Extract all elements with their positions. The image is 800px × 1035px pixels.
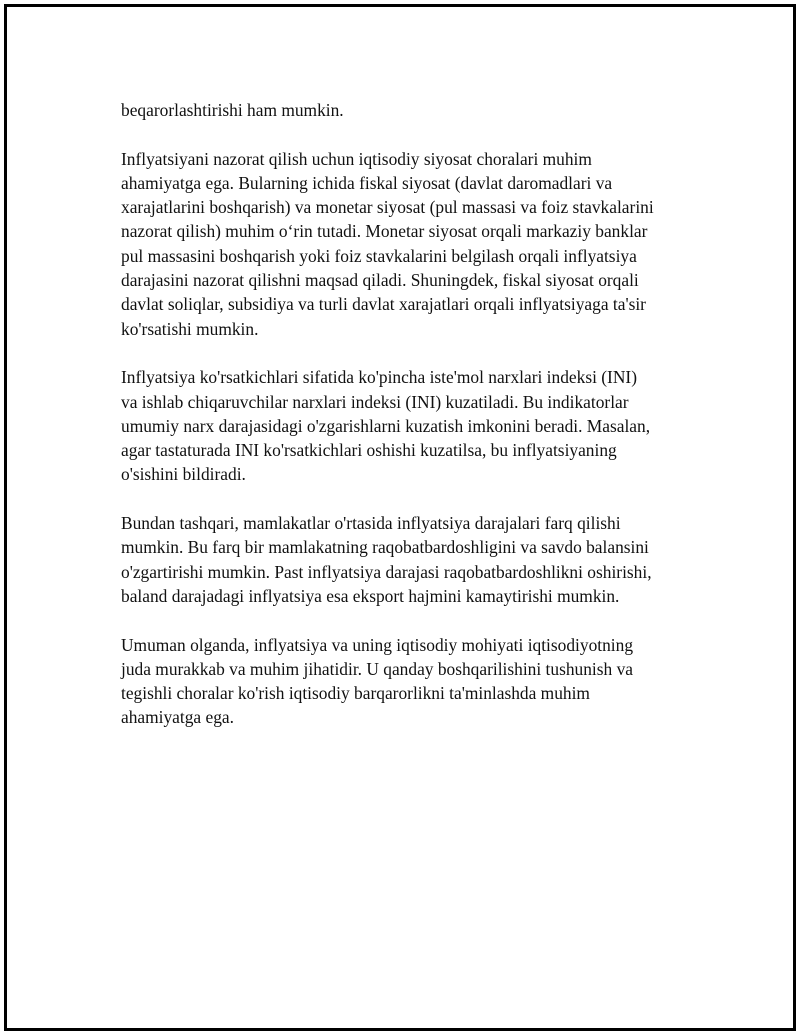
paragraph-3: Inflyatsiya ko'rsatkichlari sifatida ko'pincha iste'mol narxlari indeksi (INI) va ishlab chiqaruvchilar narxlari indeksi (INI) kuzatiladi. Bu indikatorlar umumiy narx darajasidagi o'zgarishlarni kuzatish imkonini beradi. Masalan, agar tastaturada INI ko'rsatkichlari oshishi kuzatilsa, bu inflyatsiyaning o'sishini bildiradi. [121,367,651,485]
paragraph-1: beqarorlashtirishi ham mumkin. [121,100,344,120]
paragraph-5: Umuman olganda, inflyatsiya va uning iqtisodiy mohiyati iqtisodiyotning juda murakkab va muhim jihatidir. U qanday boshqarilishini tushunish va tegishli choralar ko'rish iqtisodiy barqarorlikni ta'minlashda muhim ahamiyatga ega. [121,634,634,728]
paragraph-2: Inflyatsiyani nazorat qilish uchun iqtisodiy siyosat choralari muhim ahamiyatga ega. Bularning ichida fiskal siyosat (davlat daromadlari va xarajatlarini boshqarish) va monetar siyosat (pul massasi va foiz stavkalarini nazorat qilish) muhim o‘rin tutadi. Monetar siyosat orqali markaziy banklar pul massasini boshqarish yoki foiz stavkalarini belgilash orqali inflyatsiya darajasini nazorat qilishni maqsad qiladi. Shuningdek, fiskal siyosat orqali davlat soliqlar, subsidiya va turli davlat xarajatlari orqali inflyatsiyaga ta'sir ko'rsatishi mumkin. [121,148,654,339]
document-page [4,4,796,1031]
paragraph-4: Bundan tashqari, mamlakatlar o'rtasida inflyatsiya darajalari farq qilishi mumkin. Bu farq bir mamlakatning raqobatbardoshligini va savdo balansini o'zgartirishi mumkin. Past inflyatsiya darajasi raqobatbardoshlikni oshirishi, baland darajadagi inflyatsiya esa eksport hajmini kamaytirishi mumkin. [121,513,652,606]
document-body [121,98,701,754]
